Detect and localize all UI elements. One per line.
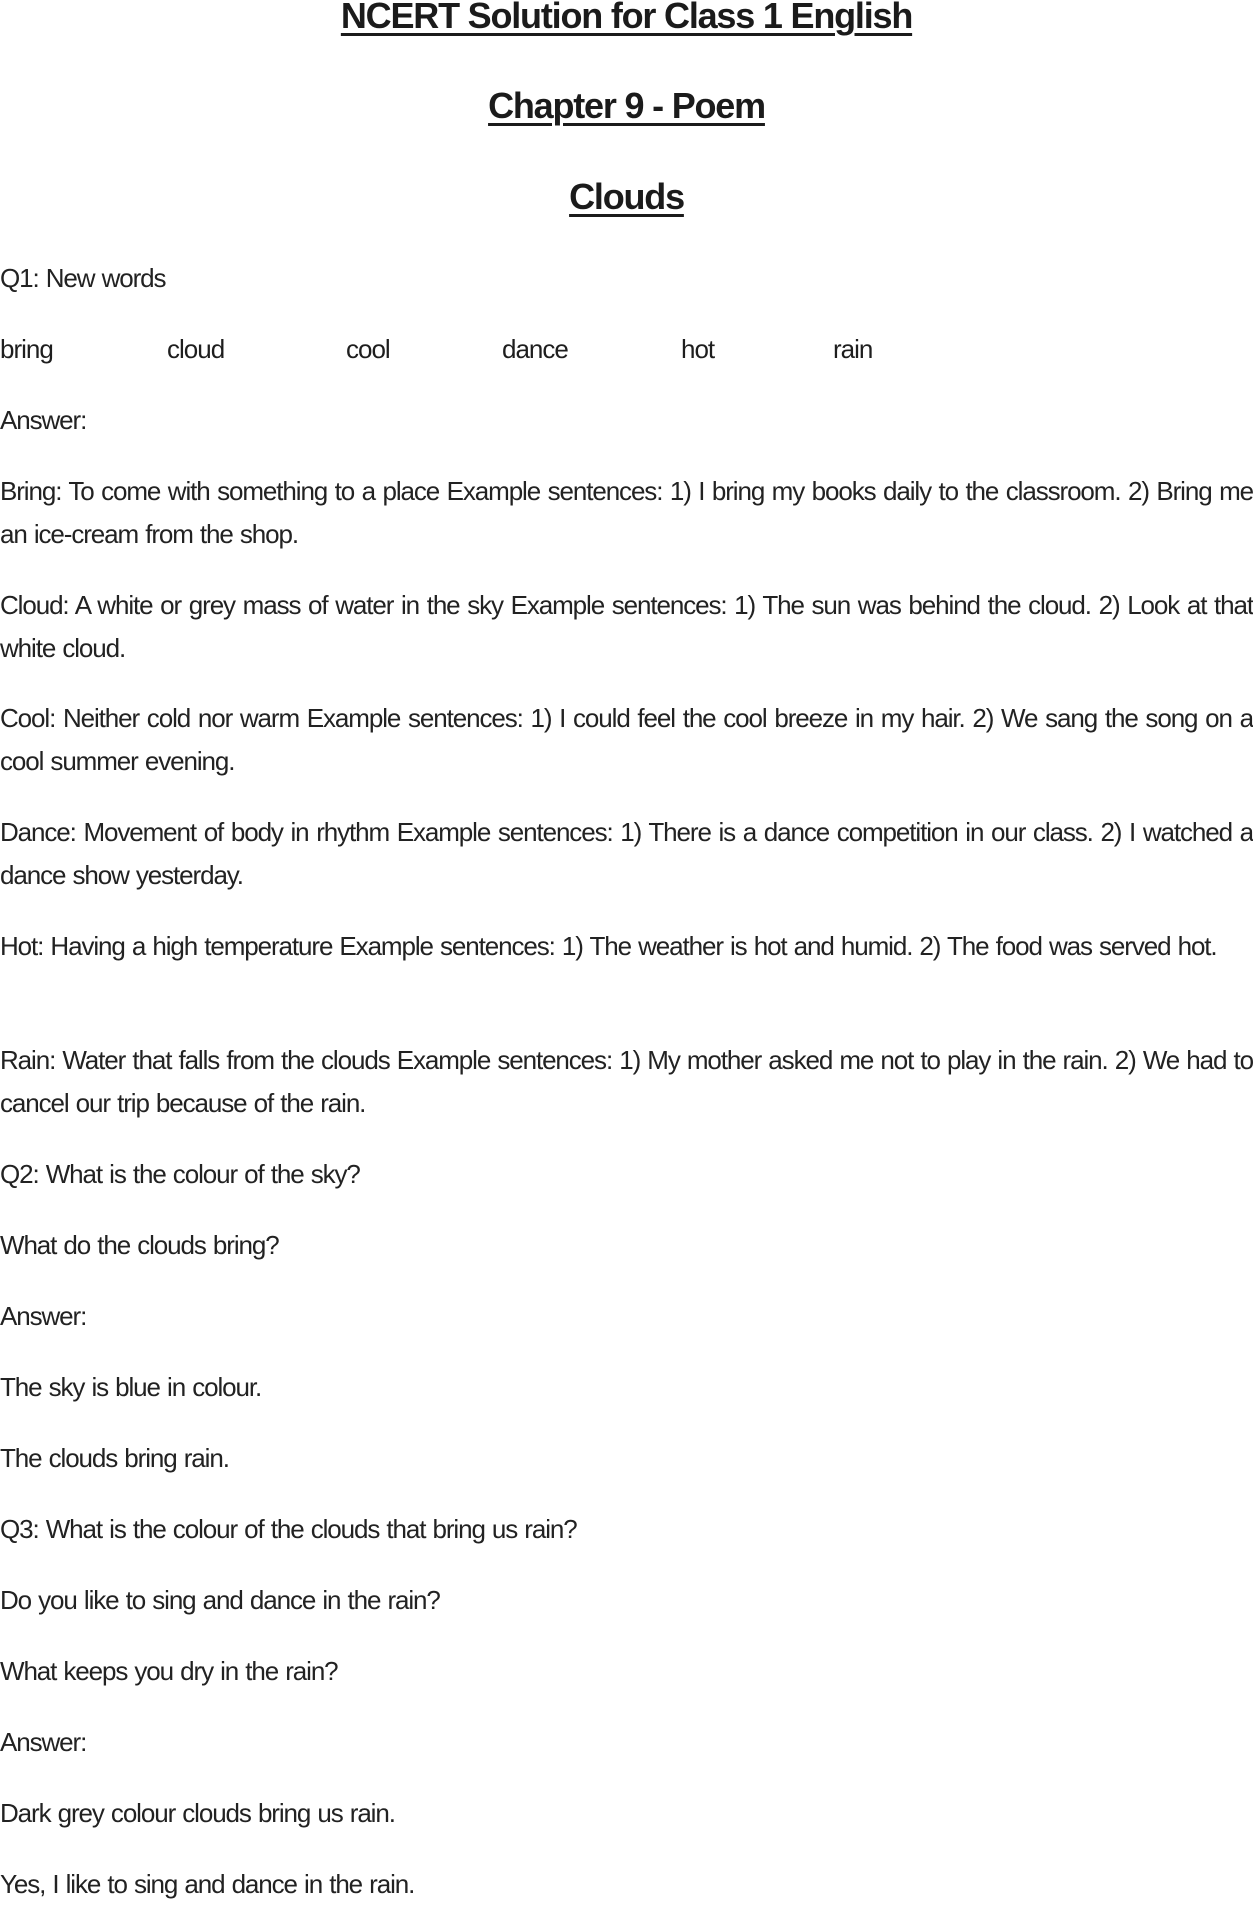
definition-cool: Cool: Neither cold nor warm Example sentences: 1) I could feel the cool breeze in my hair. 2) We sang the song on a cool summer evening. [0,703,1253,776]
q3-answer-1: Dark grey colour clouds bring us rain. [0,1798,395,1828]
definition-bring: Bring: To come with something to a place Example sentences: 1) I bring my books daily to the classroom. 2) Bring me an ice-cream from the shop. [0,476,1253,549]
q3-question-2: Do you like to sing and dance in the rain? [0,1585,440,1615]
word-item: rain [833,334,873,364]
definition-cloud: Cloud: A white or grey mass of water in the sky Example sentences: 1) The sun was behind the cloud. 2) Look at that white cloud. [0,590,1253,663]
word-item: cool [346,334,390,364]
q2-question: Q2: What is the colour of the sky? [0,1159,360,1189]
chapter-heading: Chapter 9 - Poem [488,85,765,126]
q3-answer-label: Answer: [0,1727,87,1757]
q3-question: Q3: What is the colour of the clouds that bring us rain? [0,1514,577,1544]
q2-answer-1: The sky is blue in colour. [0,1372,262,1402]
q2-question-2: What do the clouds bring? [0,1230,279,1260]
definition-rain: Rain: Water that falls from the clouds Example sentences: 1) My mother asked me not to play in the rain. 2) We had to cancel our trip because of the rain. [0,1045,1253,1118]
word-item: hot [681,334,715,364]
document-title: NCERT Solution for Class 1 English [340,0,913,36]
definition-dance: Dance: Movement of body in rhythm Example sentences: 1) There is a dance competition in our class. 2) I watched a dance show yesterday. [0,817,1253,890]
q3-question-3: What keeps you dry in the rain? [0,1656,338,1686]
poem-title: Clouds [569,176,684,217]
q1-question: Q1: New words [0,263,166,293]
q1-answer-label: Answer: [0,405,87,435]
q2-answer-2: The clouds bring rain. [0,1443,229,1473]
q3-answer-2: Yes, I like to sing and dance in the rain. [0,1869,415,1899]
word-item: cloud [167,334,225,364]
word-item: dance [502,334,568,364]
word-item: bring [0,334,53,364]
q2-answer-label: Answer: [0,1301,87,1331]
definition-hot: Hot: Having a high temperature Example sentences: 1) The weather is hot and humid. 2) The food was served hot. [0,931,1217,961]
